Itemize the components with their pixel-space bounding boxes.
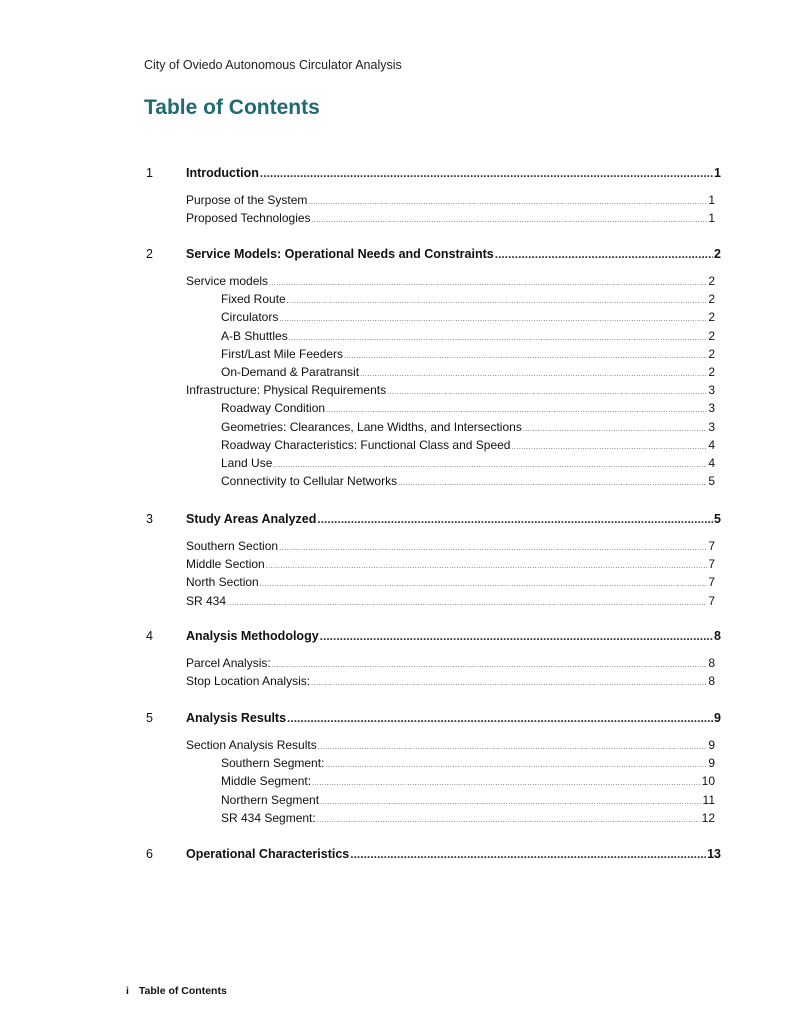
toc-entry[interactable]: [221, 455, 715, 474]
toc-entry[interactable]: [186, 673, 715, 692]
toc-section-4-page-number: 8: [714, 629, 721, 643]
toc-entry[interactable]: [186, 574, 715, 593]
toc-entry-page-number: 10: [701, 774, 715, 789]
dot-leader: [344, 349, 707, 365]
section-number: 5: [146, 711, 153, 725]
dot-leader: [287, 294, 708, 310]
toc-entry-label: First/Last Mile Feeders: [221, 346, 344, 361]
toc-entry[interactable]: [186, 382, 715, 401]
dot-leader: [318, 740, 708, 756]
toc-entry[interactable]: [221, 473, 715, 492]
toc-entry-label: Service models: [186, 274, 269, 288]
toc-entry-label: A-B Shuttles: [221, 328, 288, 343]
toc-section-6[interactable]: [186, 846, 721, 862]
dot-leader: [320, 628, 713, 644]
toc-entry[interactable]: [186, 655, 715, 674]
dot-leader: [495, 246, 713, 262]
toc-entry[interactable]: [221, 810, 715, 829]
toc-section-5-page-number: 9: [714, 711, 721, 725]
toc-entry-page-number: 2: [708, 292, 715, 307]
toc-entry-page-number: 1: [708, 211, 715, 226]
toc-entry-page-number: 9: [708, 756, 715, 771]
toc-section-1[interactable]: [186, 165, 721, 181]
dot-leader: [279, 312, 707, 328]
toc-entry[interactable]: [221, 309, 715, 328]
toc-entry-page-number: 7: [708, 557, 715, 572]
toc-section-5-label: Analysis Results: [186, 711, 287, 725]
toc-entry[interactable]: [221, 400, 715, 419]
toc-entry-page-number: 12: [701, 810, 715, 825]
toc-entry[interactable]: [186, 210, 715, 229]
toc-entry[interactable]: [221, 328, 715, 347]
toc-section-1-label: Introduction: [186, 166, 259, 180]
toc-entry-label: Infrastructure: Physical Requirements: [186, 383, 387, 398]
toc-entry-page-number: 7: [708, 539, 715, 553]
toc-entry-label: SR 434 Segment:: [221, 810, 316, 825]
dot-leader: [511, 440, 707, 456]
toc-entry-page-number: 9: [708, 738, 715, 752]
toc-entry[interactable]: [186, 737, 715, 756]
toc-entry-page-number: 3: [708, 401, 715, 416]
toc-section-6-page-number: 13: [707, 847, 721, 861]
dot-leader: [287, 710, 713, 726]
dot-leader: [317, 511, 713, 527]
toc-entry-label: Middle Segment:: [221, 774, 312, 789]
toc-entry-page-number: 4: [708, 456, 715, 470]
toc-section-4[interactable]: [186, 628, 721, 644]
dot-leader: [269, 276, 707, 292]
toc-entry-label: Connectivity to Cellular Networks: [221, 474, 398, 489]
section-number: 1: [146, 166, 153, 180]
toc-section-2-page-number: 2: [714, 247, 721, 261]
dot-leader: [325, 758, 707, 774]
dot-leader: [311, 676, 707, 692]
toc-entry-page-number: 2: [708, 328, 715, 343]
toc-entry-page-number: 2: [708, 310, 715, 325]
dot-leader: [398, 476, 707, 492]
dot-leader: [279, 541, 707, 557]
dot-leader: [360, 367, 707, 383]
dot-leader: [350, 846, 706, 862]
toc-entry-label: SR 434: [186, 593, 227, 608]
toc-entry-page-number: 4: [708, 437, 715, 452]
toc-entry-label: Northern Segment: [221, 792, 320, 807]
dot-leader: [272, 658, 708, 674]
toc-entry-label: Proposed Technologies: [186, 211, 311, 226]
toc-entry-page-number: 1: [708, 193, 715, 207]
footer-page-number: i: [126, 985, 129, 997]
toc-entry-label: Geometries: Clearances, Lane Widths, and Intersections: [221, 419, 522, 434]
toc-section-5[interactable]: [186, 710, 721, 726]
toc-entry[interactable]: [186, 273, 715, 292]
dot-leader: [312, 776, 701, 792]
toc-entry[interactable]: [221, 437, 715, 456]
toc-section-2-label: Service Models: Operational Needs and Constraints: [186, 247, 494, 261]
dot-leader: [320, 795, 701, 811]
section-number: 4: [146, 629, 153, 643]
dot-leader: [266, 559, 708, 575]
toc-entry-label: North Section: [186, 575, 259, 590]
dot-leader: [317, 813, 701, 829]
toc-entry-page-number: 7: [708, 593, 715, 608]
toc-entry-label: Section Analysis Results: [186, 738, 317, 752]
toc-entry-label: Land Use: [221, 456, 273, 470]
dot-leader: [260, 165, 713, 181]
toc-entry-page-number: 2: [708, 346, 715, 361]
dot-leader: [273, 458, 707, 474]
toc-entry[interactable]: [186, 192, 715, 211]
toc-entry-label: Fixed Route: [221, 292, 286, 307]
toc-entry-page-number: 7: [708, 575, 715, 590]
toc-entry-label: On-Demand & Paratransit: [221, 365, 360, 379]
dot-leader: [308, 195, 707, 211]
toc-section-4-label: Analysis Methodology: [186, 629, 319, 643]
toc-section-3-page-number: 5: [714, 512, 721, 526]
section-number: 6: [146, 847, 153, 861]
footer-title: Table of Contents: [138, 985, 227, 997]
dot-leader: [387, 385, 707, 401]
dot-leader: [312, 213, 708, 229]
toc-entry-page-number: 8: [708, 674, 715, 689]
toc-entry[interactable]: [221, 792, 715, 811]
toc-entry-label: Parcel Analysis:: [186, 656, 271, 670]
toc-entry[interactable]: [221, 773, 715, 792]
section-number: 3: [146, 512, 153, 526]
toc-section-2[interactable]: [186, 246, 721, 262]
toc-entry-label: Middle Section: [186, 557, 265, 572]
toc-section-1-page-number: 1: [714, 166, 721, 180]
toc-entry-page-number: 5: [708, 474, 715, 489]
toc-entry-page-number: 11: [702, 792, 715, 807]
dot-leader: [523, 422, 707, 438]
toc-entry-page-number: 3: [708, 383, 715, 398]
toc-entry[interactable]: [221, 291, 715, 310]
toc-entry[interactable]: [186, 538, 715, 557]
toc-entry-label: Circulators: [221, 310, 279, 325]
toc-entry-label: Southern Section: [186, 539, 279, 553]
toc-entry[interactable]: [186, 556, 715, 575]
toc-entry[interactable]: [221, 364, 715, 383]
toc-entry-label: Southern Segment:: [221, 756, 325, 771]
toc-entry[interactable]: [221, 419, 715, 438]
dot-leader: [326, 403, 707, 419]
running-header: City of Oviedo Autonomous Circulator Analysis: [144, 58, 402, 72]
toc-entry[interactable]: [221, 346, 715, 365]
toc-entry-page-number: 3: [708, 419, 715, 434]
toc-entry[interactable]: [186, 593, 715, 612]
toc-entry-label: Roadway Condition: [221, 401, 326, 416]
toc-entry-label: Purpose of the System: [186, 193, 308, 207]
dot-leader: [289, 331, 708, 347]
toc-entry-page-number: 8: [708, 656, 715, 670]
toc-entry-label: Roadway Characteristics: Functional Class and Speed: [221, 437, 511, 452]
toc-entry[interactable]: [221, 755, 715, 774]
section-number: 2: [146, 247, 153, 261]
toc-section-6-label: Operational Characteristics: [186, 847, 350, 861]
toc-entry-page-number: 2: [708, 274, 715, 288]
page-footer: [126, 985, 227, 997]
page-title: Table of Contents: [144, 96, 320, 119]
toc-section-3-label: Study Areas Analyzed: [186, 512, 317, 526]
dot-leader: [227, 596, 707, 612]
toc-section-3[interactable]: [186, 511, 721, 527]
dot-leader: [260, 577, 708, 593]
toc-entry-label: Stop Location Analysis:: [186, 674, 311, 689]
toc-entry-page-number: 2: [708, 365, 715, 379]
